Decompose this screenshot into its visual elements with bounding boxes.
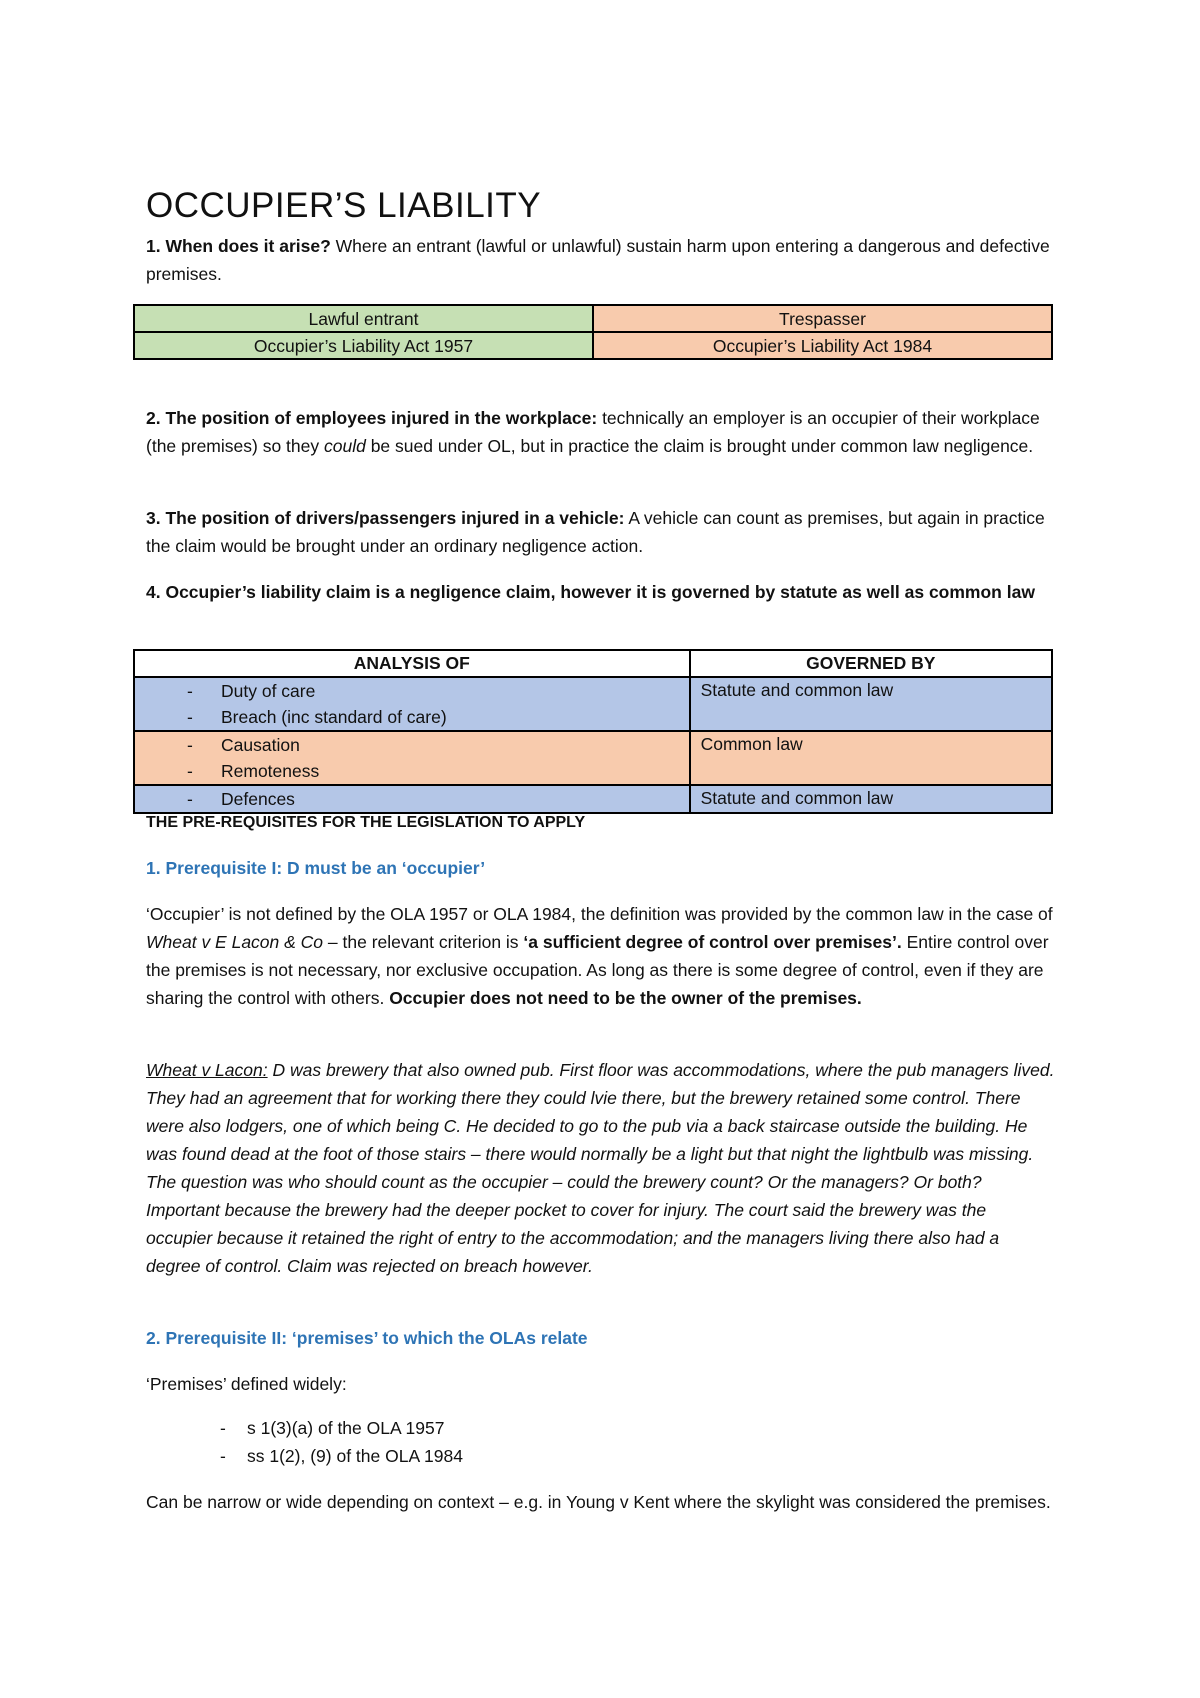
prerequisites-heading xyxy=(146,809,1056,837)
list-item: - s 1(3)(a) of the OLA 1957 xyxy=(146,1414,1056,1442)
section-1-paragraph xyxy=(146,232,1056,288)
case-paragraph xyxy=(146,1056,1056,1280)
table-row xyxy=(134,731,1052,785)
governed-cell: Statute and common law xyxy=(690,785,1052,813)
section-3-label: 3. The position of drivers/passengers injured in a vehicle: xyxy=(146,508,625,528)
section-2-text-end: be sued under OL, but in practice the claim is brought under common law negligence. xyxy=(365,436,1034,456)
list-item: - Duty of care xyxy=(135,678,689,704)
occupier-text-2: – the relevant criterion is xyxy=(323,932,524,952)
analysis-table xyxy=(133,649,1053,814)
section-2-paragraph xyxy=(146,404,1056,460)
section-1-label: 1. When does it arise? xyxy=(146,236,331,256)
table-row xyxy=(134,677,1052,731)
section-2-italic: could xyxy=(323,436,366,456)
occupier-text: ‘Occupier’ is not defined by the OLA 1957 or OLA 1984, the definition was provided by the common law in the case of xyxy=(146,904,1053,924)
section-1-text: Where an entrant (lawful or unlawful) sustain harm upon entering a dangerous and defective premises. xyxy=(146,236,1050,284)
section-3-paragraph xyxy=(146,504,1056,560)
analysis-cell xyxy=(134,731,690,785)
lawful-entrant-cell: Lawful entrant xyxy=(134,305,593,332)
table-row xyxy=(134,332,1052,359)
section-3-text: A vehicle can count as premises, but again in practice the claim would be brought under an ordinary negligence action. xyxy=(146,508,1045,556)
ola-1957-cell: Occupier’s Liability Act 1957 xyxy=(134,332,593,359)
governed-cell: Common law xyxy=(690,731,1052,785)
governed-by-header: GOVERNED BY xyxy=(690,650,1052,677)
section-4-label: 4. Occupier’s liability claim is a negligence claim, however it is governed by statute as well as common law xyxy=(146,582,1035,602)
section-2-text: technically an employer is an occupier of their workplace (the premises) so they xyxy=(146,408,1040,456)
owner-note-bold: Occupier does not need to be the owner of the premises. xyxy=(389,988,862,1008)
section-4-paragraph xyxy=(146,578,1056,606)
occupier-text-3: Entire control over the premises is not necessary, nor exclusive occupation. As long as there is some degree of control, even if they are sharing the control with others. xyxy=(146,932,1049,1008)
list-item: - ss 1(2), (9) of the OLA 1984 xyxy=(146,1442,1056,1470)
list-item: - Remoteness xyxy=(135,758,689,784)
case-text: D was brewery that also owned pub. First floor was accommodations, where the pub managers lived. They had an agreement that for working there they could lvie there, but the brewery retained some control. There were also lodgers, one of which being C. He decided to go to the pub via a back staircase outside the building. He was found dead at the foot of those stairs – there would normally be a light but that night the lightbulb was missing. The question was who should count as the occupier – could the brewery count? Or the managers? Or both? Important because the brewery had the deeper pocket to cover for injury. The court said the brewery was the occupier because it retained the right of entry to the accommodation; and the managers living there also had a degree of control. Claim was rejected on breach however. xyxy=(146,1060,1055,1276)
prerequisite-1-heading: 1. Prerequisite I: D must be an ‘occupier’ xyxy=(146,858,486,878)
ola-1984-cell: Occupier’s Liability Act 1984 xyxy=(593,332,1052,359)
section-2-label: 2. The position of employees injured in the workplace: xyxy=(146,408,598,428)
list-item: - Breach (inc standard of care) xyxy=(135,704,689,730)
list-item: - Defences xyxy=(135,786,689,812)
prerequisites-heading-text: THE PRE-REQUISITES FOR THE LEGISLATION TO APPLY xyxy=(146,814,586,831)
list-item: - Causation xyxy=(135,732,689,758)
statute-list xyxy=(146,1414,1056,1470)
case-name: Wheat v Lacon: xyxy=(146,1060,268,1080)
analysis-cell xyxy=(134,677,690,731)
case-name-italic: Wheat v E Lacon & Co xyxy=(146,932,324,952)
table-header-row xyxy=(134,650,1052,677)
governed-cell: Statute and common law xyxy=(690,677,1052,731)
trespasser-cell: Trespasser xyxy=(593,305,1052,332)
prerequisite-2-heading: 2. Prerequisite II: ‘premises’ to which the OLAs relate xyxy=(146,1328,588,1348)
entrant-table xyxy=(133,304,1053,360)
criterion-bold: ‘a sufficient degree of control over premises’. xyxy=(523,932,902,952)
premises-closing: Can be narrow or wide depending on context – e.g. in Young v Kent where the skylight was considered the premises. xyxy=(146,1492,1051,1512)
analysis-of-header: ANALYSIS OF xyxy=(134,650,690,677)
table-row xyxy=(134,305,1052,332)
occupier-definition-paragraph xyxy=(146,900,1056,1012)
premises-intro: ‘Premises’ defined widely: xyxy=(146,1374,347,1394)
page-title: OCCUPIER’S LIABILITY xyxy=(146,186,542,225)
